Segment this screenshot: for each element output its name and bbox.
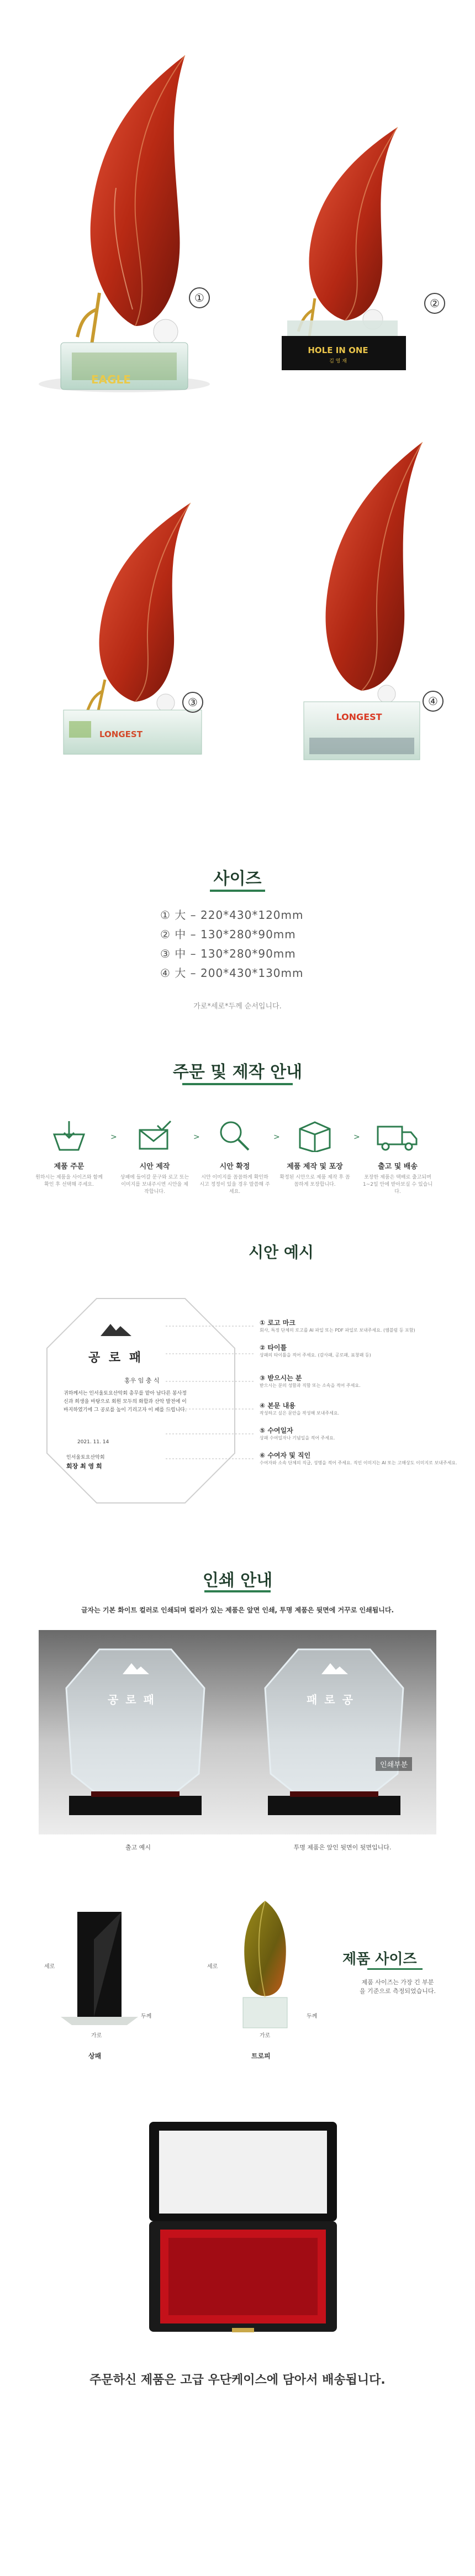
step-4-label: 제품 제작 및 포장 xyxy=(287,1163,343,1171)
sample-title: 시안 예시 xyxy=(249,1243,314,1261)
sample-item-4-desc: 작성하고 싶은 문안을 작성해 보내주세요. xyxy=(260,1411,340,1416)
step-5-desc: 포장한 제품은 택배로 출고되며 1~2일 안에 받아보실 수 있습니다. xyxy=(362,1175,433,1195)
sample-item-4-title: ④ 본문 내용 xyxy=(260,1402,295,1410)
sample-item-3-title: ③ 받으시는 분 xyxy=(260,1374,302,1382)
trophy-2-plate-sub: 김 영 재 xyxy=(329,359,347,364)
sample-item-3-desc: 받으시는 분의 성함과 직함 또는 소속을 적어 주세요. xyxy=(260,1383,361,1388)
box-icon xyxy=(295,1119,334,1152)
truck-icon xyxy=(376,1119,420,1152)
flow-arrow-2: > xyxy=(193,1133,200,1142)
print-desc: 글자는 기본 화이트 컬러로 인쇄되며 컬러가 있는 제품은 앞면 인쇄, 투명 제품은 뒷면에 거꾸로 인쇄됩니다. xyxy=(81,1606,394,1614)
size-plaque-depth-label: 두께 xyxy=(141,2014,152,2020)
magnifier-icon xyxy=(215,1119,254,1152)
footer-text: 주문하신 제품은 고급 우단케이스에 담아서 배송됩니다. xyxy=(89,2373,386,2387)
trophy-3-plate-text: LONGEST xyxy=(99,729,142,739)
trophy-4-plate-text: LONGEST xyxy=(336,712,382,722)
sample-plaque-name: 홍우 임 충 식 xyxy=(124,1377,160,1384)
size-title: 사이즈 xyxy=(213,869,262,889)
product-4-number: ④ xyxy=(423,691,444,712)
size-line-1: ① 大 – 220*430*120mm xyxy=(160,908,304,922)
size-plaque-width-label: 가로 xyxy=(91,2033,102,2039)
trophy-1-plate-text: EAGLE xyxy=(91,373,131,386)
print-title: 인쇄 안내 xyxy=(202,1571,273,1590)
sample-item-1-desc: 회사, 특정 단체의 로고를 AI 파일 또는 PDF 파일로 보내주세요. (엠블럼 등 포함) xyxy=(260,1328,415,1333)
sample-item-1-title: ① 로고 마크 xyxy=(260,1319,295,1327)
basket-download-icon xyxy=(50,1119,88,1152)
sample-item-6-title: ⑥ 수여자 및 직인 xyxy=(260,1452,311,1459)
size-trophy-image xyxy=(226,1895,304,2033)
trophy-1-image xyxy=(39,50,215,392)
velvet-case-image xyxy=(138,2116,348,2348)
print-right-plaque-title: 패 로 공 xyxy=(307,1693,355,1706)
trophy-2-image xyxy=(265,122,420,370)
print-title-underline xyxy=(204,1590,271,1592)
size-trophy-depth-label: 두께 xyxy=(307,2014,318,2020)
sample-item-2-desc: 상패의 타이틀을 적어 주세요. (감사패, 공로패, 표창패 등) xyxy=(260,1353,371,1358)
step-4-desc: 확정된 시안으로 제품 제작 후 꼼꼼하게 포장합니다. xyxy=(279,1175,350,1187)
product-3-number: ③ xyxy=(182,692,203,713)
mountain-logo-icon xyxy=(99,1321,133,1337)
step-5-label: 출고 및 배송 xyxy=(378,1163,418,1171)
size-plaque-caption: 상패 xyxy=(88,2052,102,2060)
step-1-desc: 원하시는 제품을 사이즈와 함께 확인 후 선택해 주세요. xyxy=(35,1175,103,1187)
size-line-3: ③ 中 – 130*280*90mm xyxy=(160,947,296,960)
sample-plaque-body: 귀하께서는 인서울토요산악회 총무를 맡아 남다른 봉사정신과 희생을 바탕으로 회원 모두의 화합과 산악 발전에 이바지하였기에 그 공로를 높이 기리고자 이 패를 드립니다. xyxy=(64,1391,187,1413)
step-3-label: 시안 확정 xyxy=(219,1163,250,1171)
size-plaque-height-label: 세로 xyxy=(44,1964,55,1970)
size-line-2: ② 中 – 130*280*90mm xyxy=(160,928,296,941)
product-size-title: 제품 사이즈 xyxy=(342,1951,417,1968)
size-note: 가로*세로*두께 순서입니다. xyxy=(193,1002,282,1011)
step-3-desc: 시안 이미지를 꼼꼼하게 확인하시고 정정이 있을 경우 말씀해 주세요. xyxy=(199,1175,270,1195)
sample-plaque-signer: 회장 최 영 희 xyxy=(66,1463,102,1470)
print-right-plaque xyxy=(260,1647,409,1818)
sample-plaque-title: 공 로 패 xyxy=(88,1351,144,1365)
sample-plaque-org: 인서울토요산악회 xyxy=(66,1455,105,1460)
print-left-caption: 출고 예시 xyxy=(125,1844,151,1851)
sample-item-6-desc: 수여자와 소속 단체의 직급, 성명을 적어 주세요. 직인 이미지는 AI 또는 고해상도 이미지로 보내주세요. xyxy=(260,1460,457,1465)
sample-connector-lines xyxy=(166,1315,260,1481)
size-line-4: ④ 大 – 200*430*130mm xyxy=(160,966,304,980)
mail-check-icon xyxy=(135,1119,174,1152)
order-title: 주문 및 제작 안내 xyxy=(172,1063,303,1082)
product-size-desc: 제품 사이즈는 가장 긴 부분을 기준으로 측정되었습니다. xyxy=(359,1979,436,1995)
sample-item-5-title: ⑤ 수여일자 xyxy=(260,1427,293,1434)
trophy-3-image xyxy=(52,497,213,757)
size-title-underline xyxy=(210,890,265,892)
print-back-label: 인쇄부분 xyxy=(376,1757,412,1771)
print-left-plaque xyxy=(61,1647,210,1818)
flow-arrow-3: > xyxy=(273,1133,280,1142)
order-title-underline xyxy=(182,1083,293,1085)
trophy-2-plate-text: HOLE IN ONE xyxy=(308,345,368,355)
flow-arrow-4: > xyxy=(353,1133,360,1142)
step-2-desc: 상패에 들어갈 문구와 로고 또는 이미지를 보내주시면 시안을 제작합니다. xyxy=(120,1175,189,1195)
size-trophy-height-label: 세로 xyxy=(207,1964,218,1970)
sample-plaque-date: 2021. 11. 14 xyxy=(77,1439,109,1445)
product-size-underline xyxy=(367,1968,423,1970)
sample-item-2-title: ② 타이틀 xyxy=(260,1344,287,1352)
step-1-label: 제품 주문 xyxy=(54,1163,85,1171)
product-1-number: ① xyxy=(189,287,210,308)
size-plaque-image xyxy=(55,1906,144,2033)
print-left-plaque-title: 공 로 패 xyxy=(108,1693,156,1706)
sample-item-5-desc: 상패 수여일자나 기념일을 적어 주세요. xyxy=(260,1436,335,1441)
size-trophy-width-label: 가로 xyxy=(260,2033,271,2039)
step-2-label: 시안 제작 xyxy=(139,1163,170,1171)
size-trophy-caption: 트로피 xyxy=(251,2052,271,2060)
product-2-number: ② xyxy=(424,293,445,314)
flow-arrow-1: > xyxy=(110,1133,117,1142)
print-right-caption: 투명 제품은 앞인 뒷면이 뒷면입니다. xyxy=(293,1844,392,1851)
